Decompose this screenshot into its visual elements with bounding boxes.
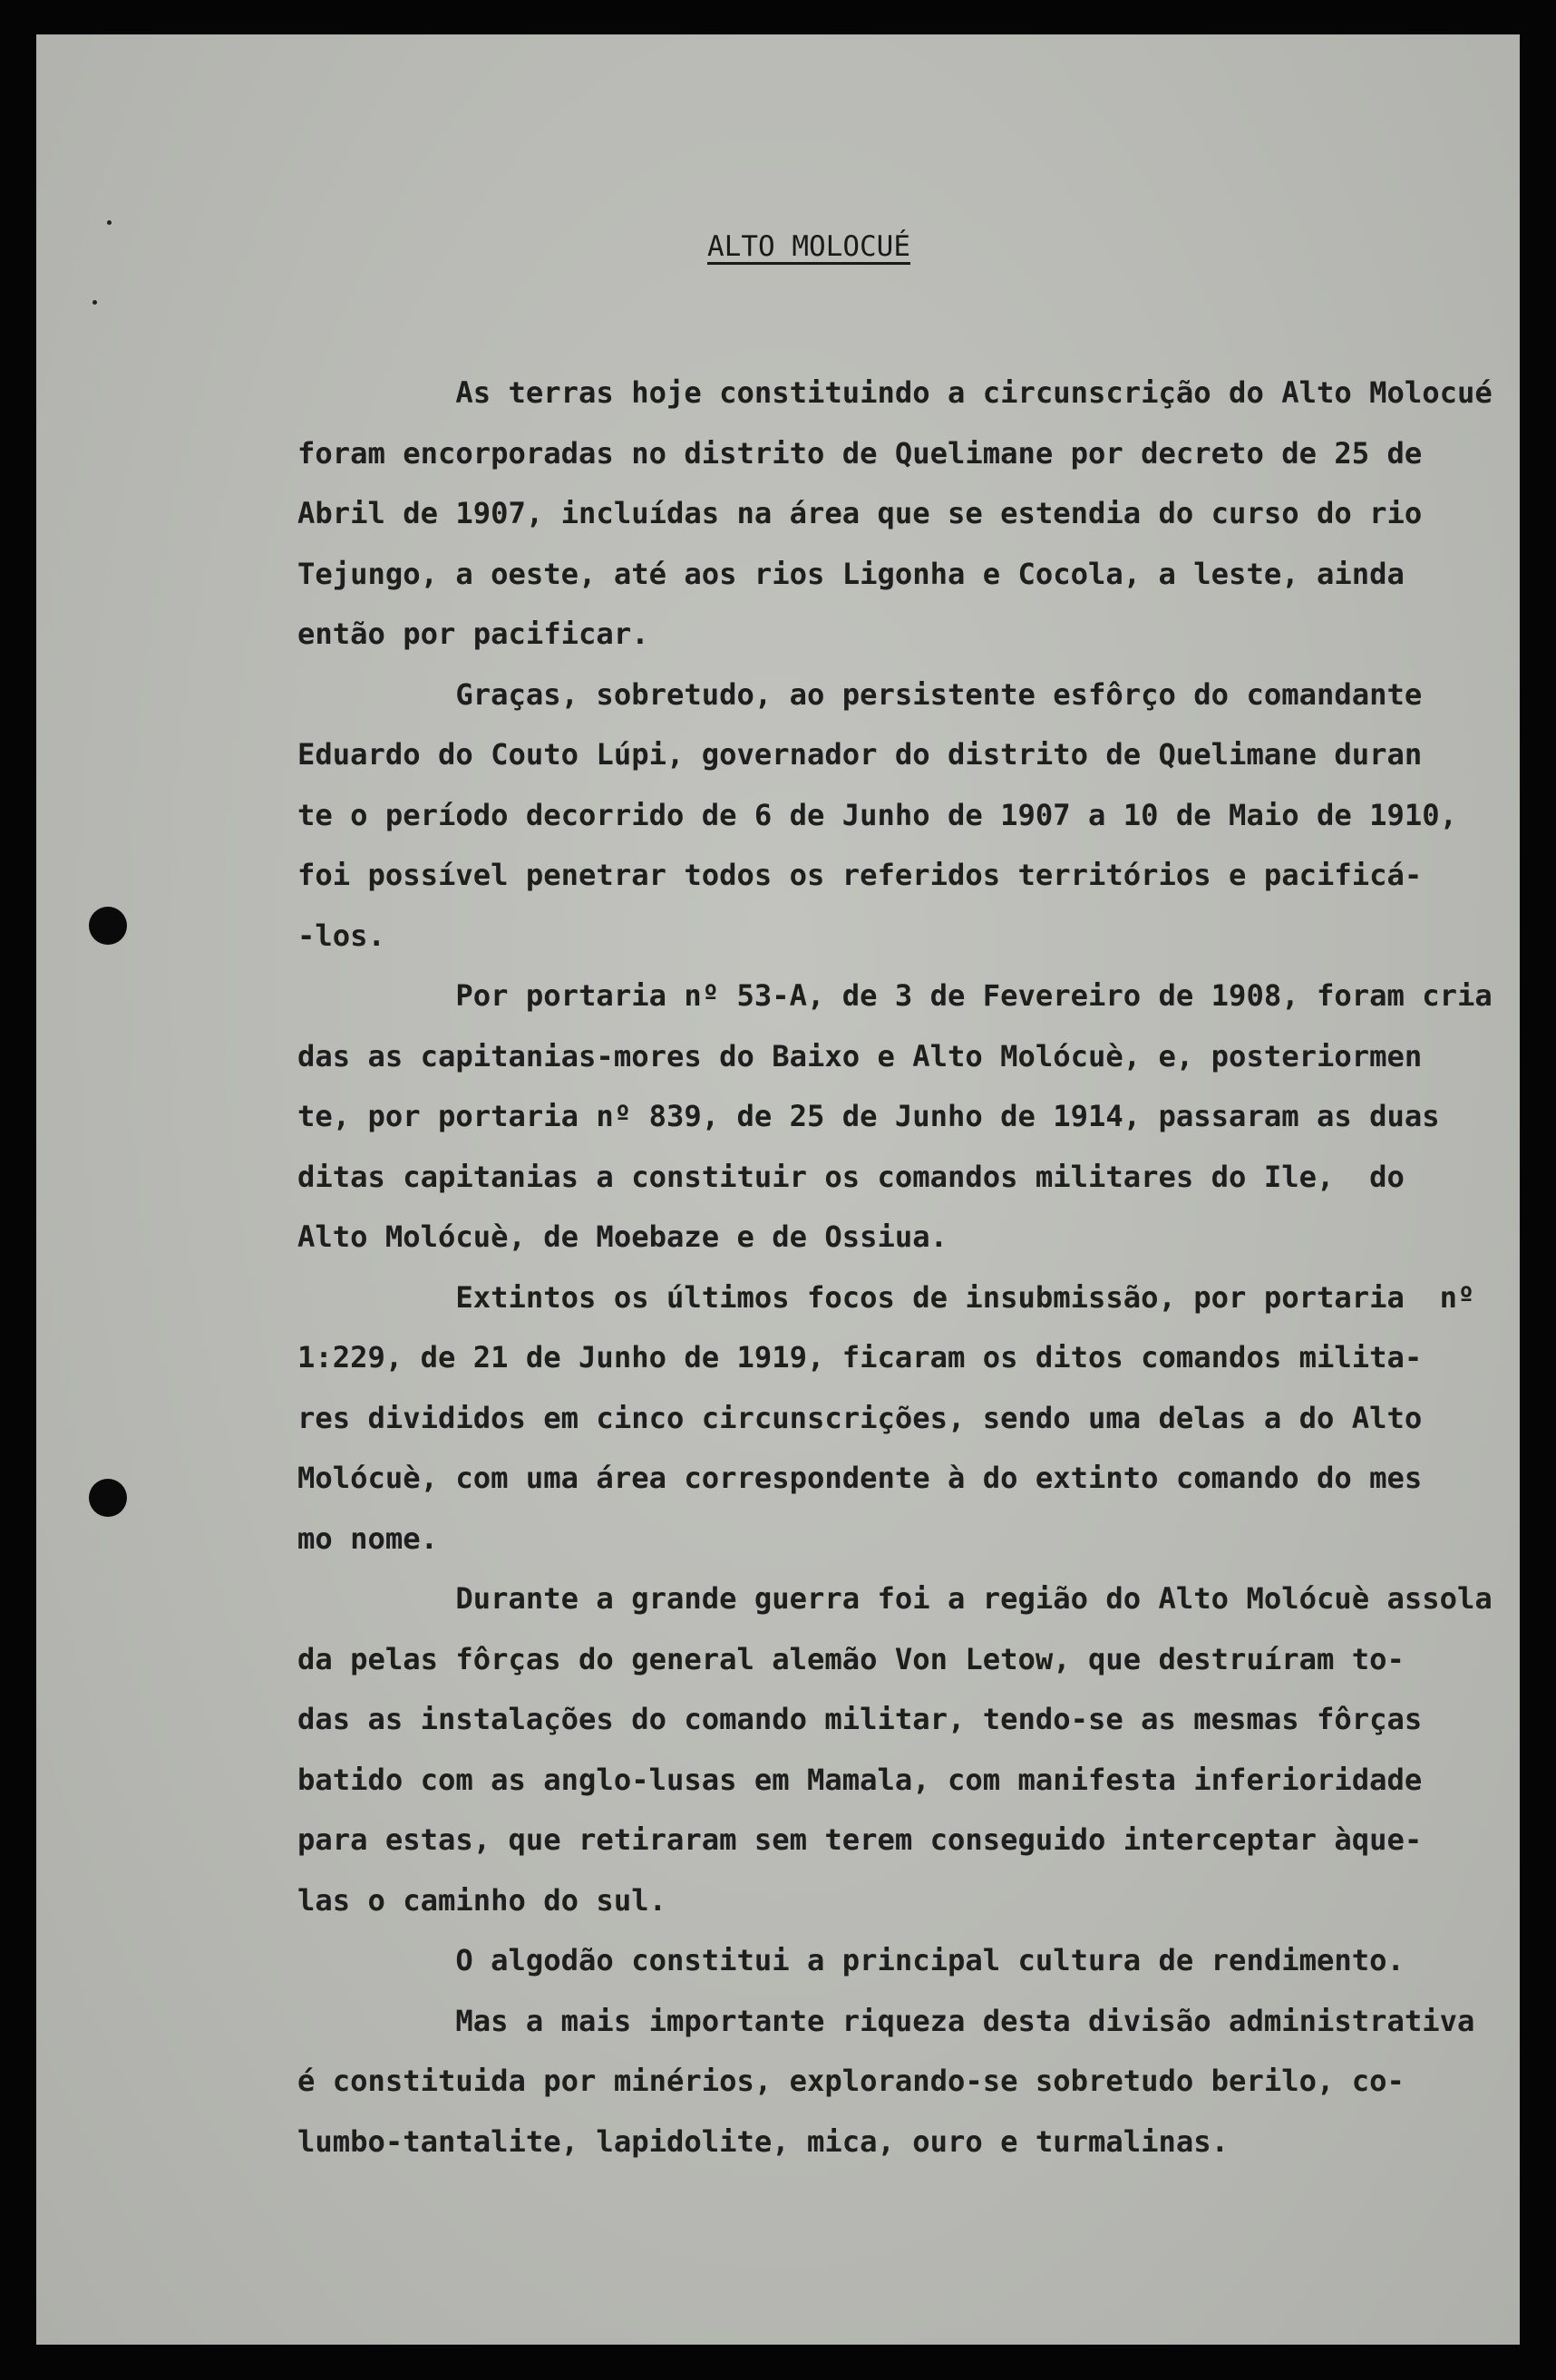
text-line: foram encorporadas no distrito de Quelimane por decreto de 25 de: [297, 435, 1423, 471]
text-line: ditas capitanias a constituir os comandos militares do Ile, do: [297, 1159, 1405, 1194]
text-line: para estas, que retiraram sem terem conseguido interceptar àque-: [297, 1822, 1423, 1857]
text-line: Graças, sobretudo, ao persistente esfôrço do comandante: [297, 676, 1423, 712]
text-line: Molócuè, com uma área correspondente à do extinto comando do mes: [297, 1461, 1423, 1495]
text-line: Eduardo do Couto Lúpi, governador do distrito de Quelimane duran: [297, 737, 1423, 772]
text-line: é constituida por minérios, explorando-se sobretudo berilo, co-: [297, 2064, 1405, 2098]
text-line: Mas a mais importante riqueza desta divisão administrativa: [297, 2003, 1475, 2038]
punch-hole: [89, 907, 127, 945]
text-line: da pelas fôrças do general alemão Von Letow, que destruíram to-: [297, 1641, 1405, 1676]
text-line: Tejungo, a oeste, até aos rios Ligonha e Cocola, a leste, ainda: [297, 556, 1405, 591]
text-line: 1:229, de 21 de Junho de 1919, ficaram os ditos comandos milita-: [297, 1340, 1423, 1375]
document-title-text: ALTO MOLOCUÉ: [707, 230, 910, 263]
document-title: [36, 230, 1520, 263]
text-line: te o período decorrido de 6 de Junho de 1907 a 10 de Maio de 1910,: [297, 797, 1457, 832]
text-line: O algodão constitui a principal cultura de rendimento.: [297, 1943, 1405, 1977]
text-line: mo nome.: [297, 1520, 439, 1556]
paper-speck: [107, 220, 112, 225]
text-line: lumbo-tantalite, lapidolite, mica, ouro e turmalinas.: [297, 2123, 1230, 2159]
text-line: Por portaria nº 53-A, de 3 de Fevereiro de 1908, foram cria: [297, 978, 1493, 1013]
text-line: -los.: [297, 918, 385, 953]
text-line: foi possível penetrar todos os referidos territórios e pacificá-: [297, 858, 1423, 892]
text-line: das as instalações do comando militar, tendo-se as mesmas fôrças: [297, 1702, 1423, 1736]
document-page: [36, 34, 1520, 2345]
paper-speck: [92, 300, 97, 305]
text-line: batido com as anglo-lusas em Mamala, com manifesta inferioridade: [297, 1762, 1423, 1797]
text-line: las o caminho do sul.: [297, 1882, 666, 1918]
text-line: Durante a grande guerra foi a região do Alto Molócuè assola: [297, 1581, 1493, 1616]
text-line: Extintos os últimos focos de insubmissão, por portaria nº: [297, 1279, 1475, 1315]
text-line: Abril de 1907, incluídas na área que se estendia do curso do rio: [297, 496, 1423, 530]
text-line: res divididos em cinco circunscrições, sendo uma delas a do Alto: [297, 1400, 1423, 1435]
text-line: então por pacificar.: [297, 617, 649, 651]
text-line: Alto Molócuè, de Moebaze e de Ossiua.: [297, 1219, 948, 1254]
punch-hole: [89, 1479, 127, 1517]
text-line: das as capitanias-mores do Baixo e Alto Molócuè, e, posteriormen: [297, 1038, 1423, 1073]
text-line: te, por portaria nº 839, de 25 de Junho de 1914, passaram as duas: [297, 1099, 1440, 1133]
text-line: As terras hoje constituindo a circunscrição do Alto Molocué: [297, 375, 1493, 410]
document-body: [297, 363, 1540, 2171]
